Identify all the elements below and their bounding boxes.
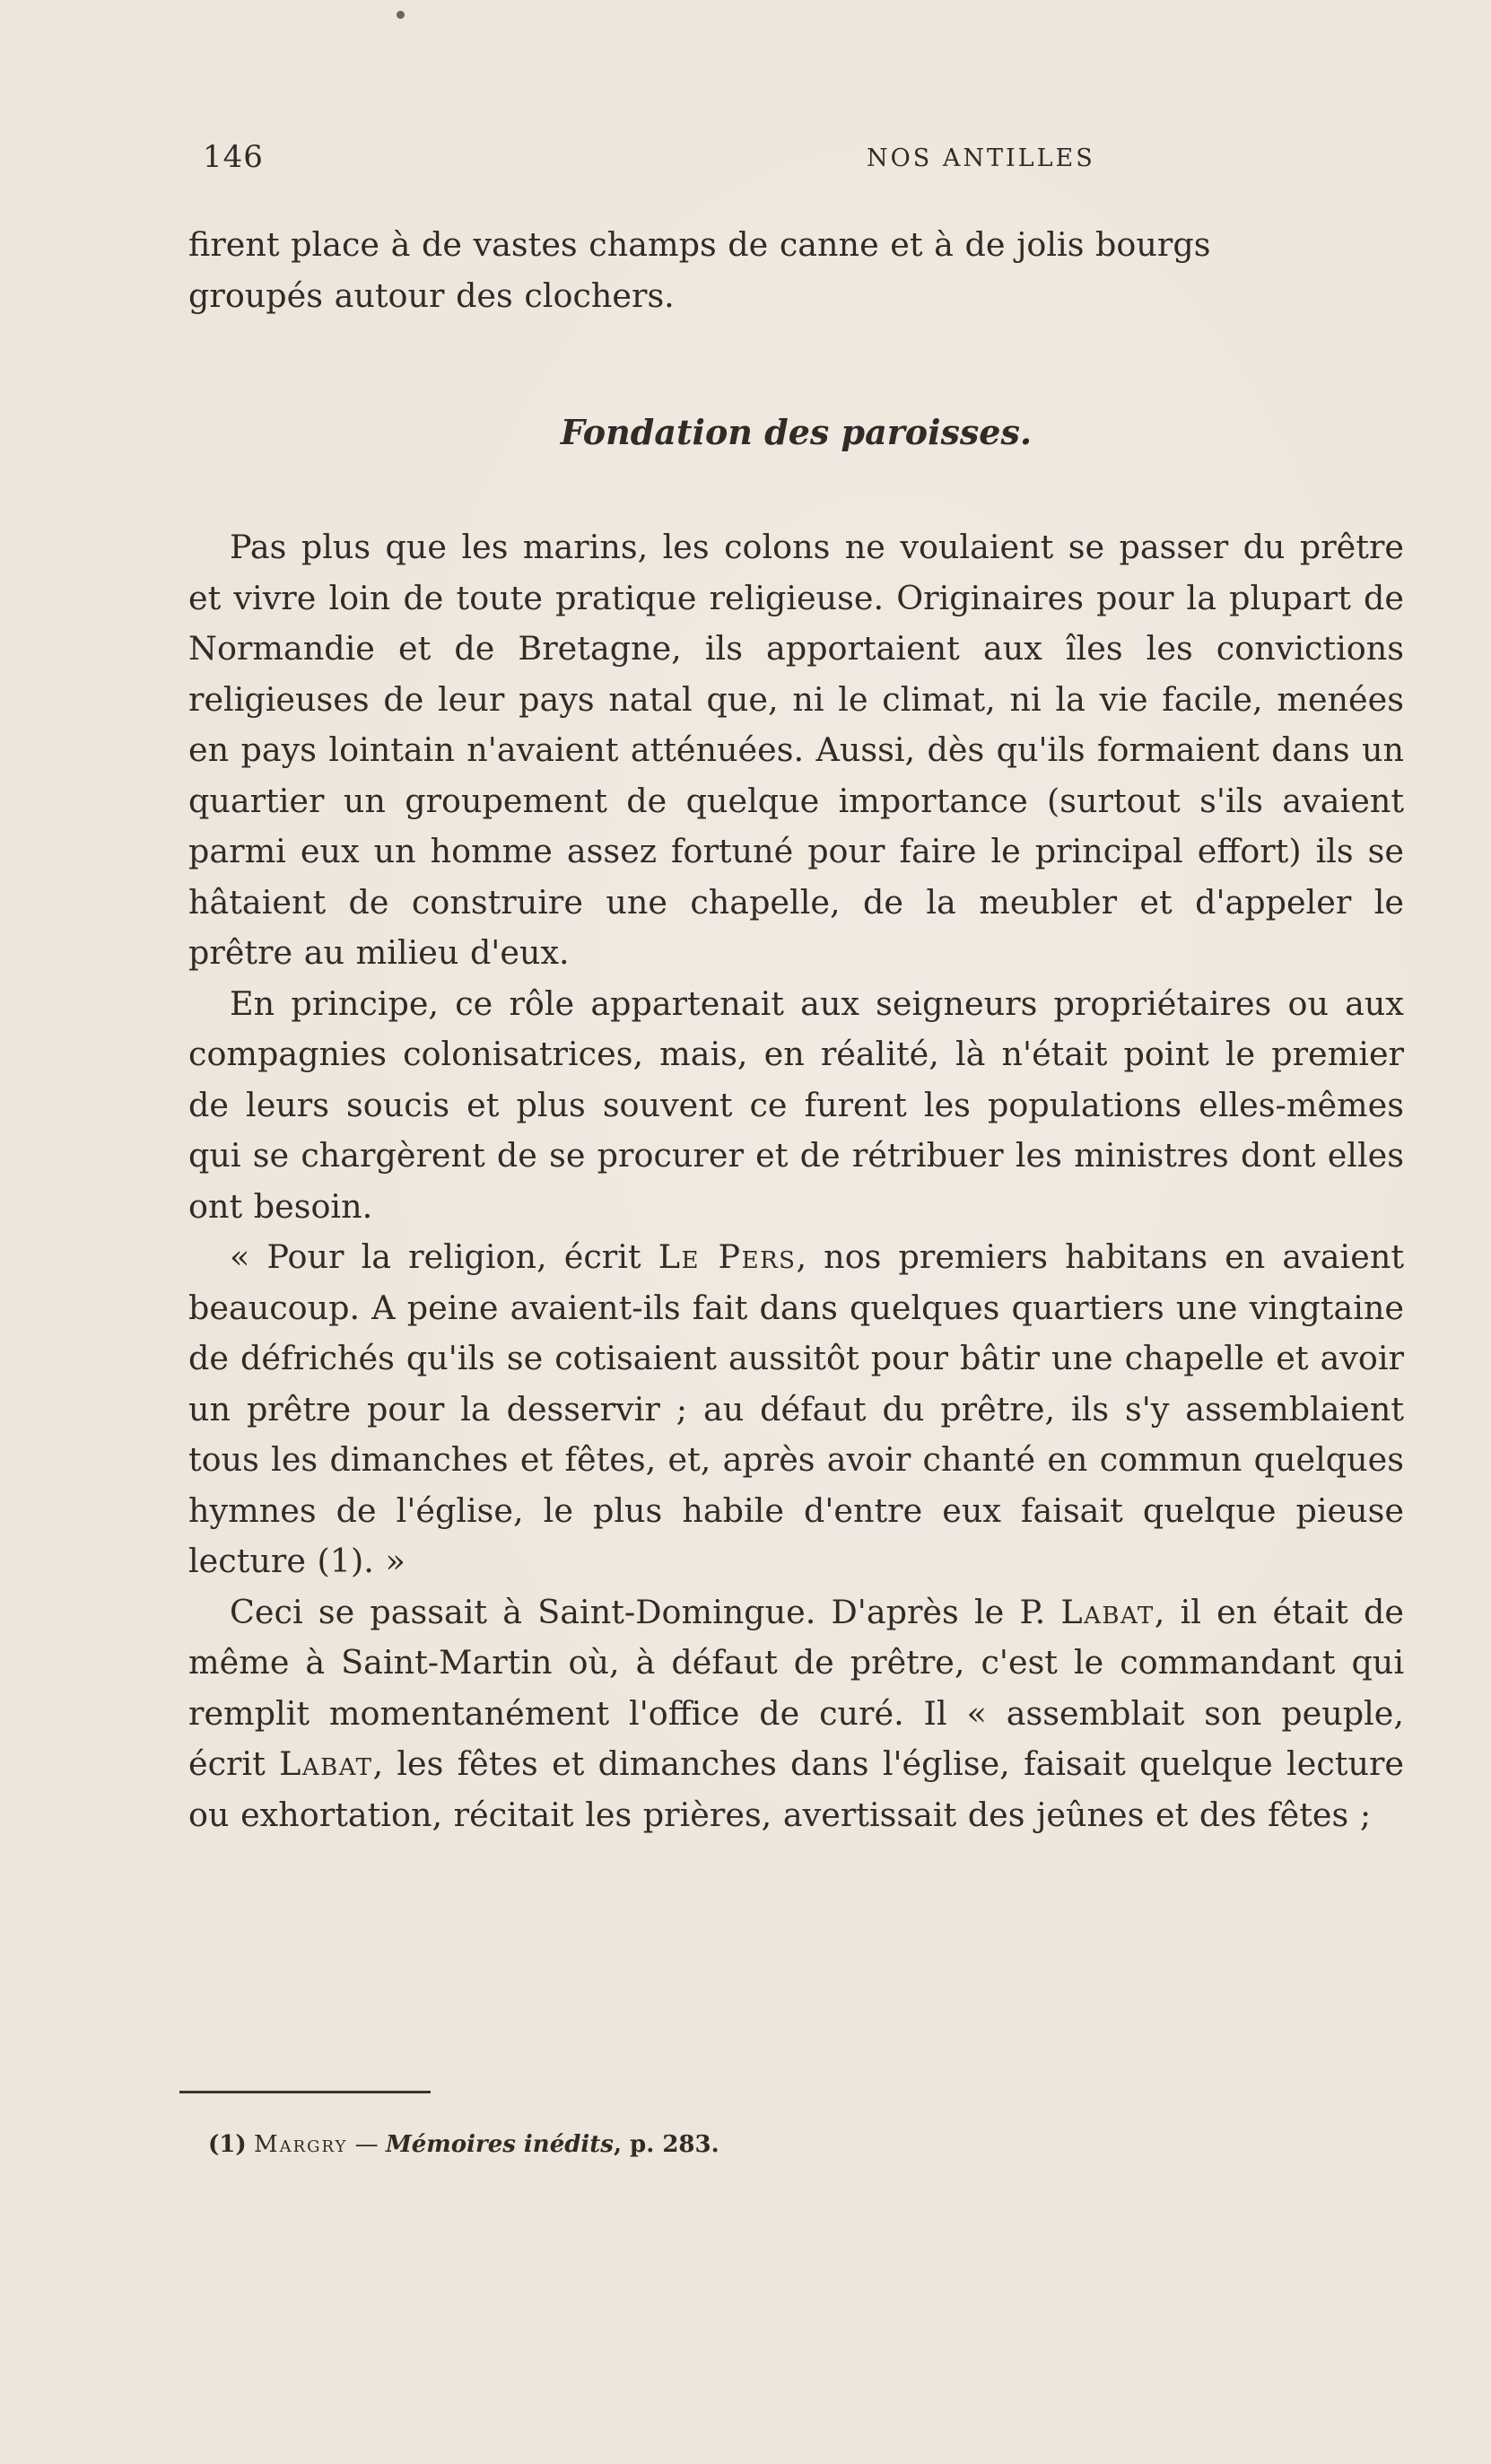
paragraph-4-part-b: , il en était de même à Saint-Martin où, à défaut de prêtre, c'est le commandant qui remplit momentanément l'office de curé. Il « assemblait son peuple, écrit xyxy=(188,1592,1404,1783)
section-title: Fondation des paroisses. xyxy=(560,412,1033,452)
intro-paragraph xyxy=(188,220,1404,321)
paragraph-3-part-a: « Pour la religion, écrit xyxy=(230,1237,658,1276)
body-text xyxy=(188,220,1404,1840)
footnote-rule xyxy=(179,2091,431,2093)
paragraph-4-part-a: Ceci se passait à Saint-Domingue. D'après le P. xyxy=(230,1592,1061,1631)
footnote xyxy=(208,2127,719,2163)
intro-line-1: firent place à de vastes champs de canne et à de jolis bourgs xyxy=(188,225,1211,264)
running-title: NOS ANTILLES xyxy=(867,144,1095,172)
footnote-marker: (1) xyxy=(208,2131,247,2158)
footnote-work: Mémoires inédits xyxy=(385,2131,614,2158)
page-header xyxy=(203,139,1387,184)
author-name-labat: Labat xyxy=(1060,1592,1155,1631)
paragraph-2: En principe, ce rôle appartenait aux seigneurs propriétaires ou aux compagnies colonisatrices, mais, en réalité, là n'était point le premier de leurs soucis et plus souvent ce furent les populations elles-mêmes qui se chargèrent de se procurer et de rétribuer les ministres dont elles ont besoin. xyxy=(188,983,1404,1226)
intro-line-2: groupés autour des clochers. xyxy=(188,275,675,315)
paragraph-3-part-b: , nos premiers habitans en avaient beaucoup. A peine avaient-ils fait dans quelques quartiers une vingtaine de défrichés qu'ils se cotisaient aussitôt pour bâtir une chapelle et avoir un prêtre pour la desservir ; au défaut du prêtre, ils s'y assemblaient tous les dimanches et fêtes, et, après avoir chanté en commun quelques hymnes de l'église, le plus habile d'entre eux faisait quelque pieuse lecture (1). » xyxy=(188,1237,1405,1580)
paragraph-4 xyxy=(188,1587,1404,1841)
footnote-author: Margry xyxy=(253,2131,348,2158)
author-name-labat-2: Labat xyxy=(279,1744,373,1783)
page-number: 146 xyxy=(203,139,264,175)
paragraph-4-part-c: , les fêtes et dimanches dans l'église, faisait quelque lecture ou exhortation, récitait les prières, avertissait des jeûnes et des fêtes ; xyxy=(188,1744,1405,1834)
paragraph-3 xyxy=(188,1232,1404,1587)
author-name-le-pers: Le Pers xyxy=(658,1237,797,1276)
paragraph-1: Pas plus que les marins, les colons ne voulaient se passer du prêtre et vivre loin de toute pratique religieuse. Originaires pour la plupart de Normandie et de Bretagne, ils apportaient aux îles les convictions religieuses de leur pays natal que, ni le climat, ni la vie facile, menées en pays lointain n'avaient atténuées. Aussi, dès qu'ils formaient dans un quartier un groupement de quelque importance (surtout s'ils avaient parmi eux un homme assez fortuné pour faire le principal effort) ils se hâtaient de construire une chapelle, de la meubler et d'appeler le prêtre au milieu d'eux. xyxy=(188,528,1404,972)
footnote-dash: — xyxy=(347,2131,386,2158)
footnote-page: , p. 283. xyxy=(613,2131,719,2158)
ink-spot xyxy=(397,11,405,19)
